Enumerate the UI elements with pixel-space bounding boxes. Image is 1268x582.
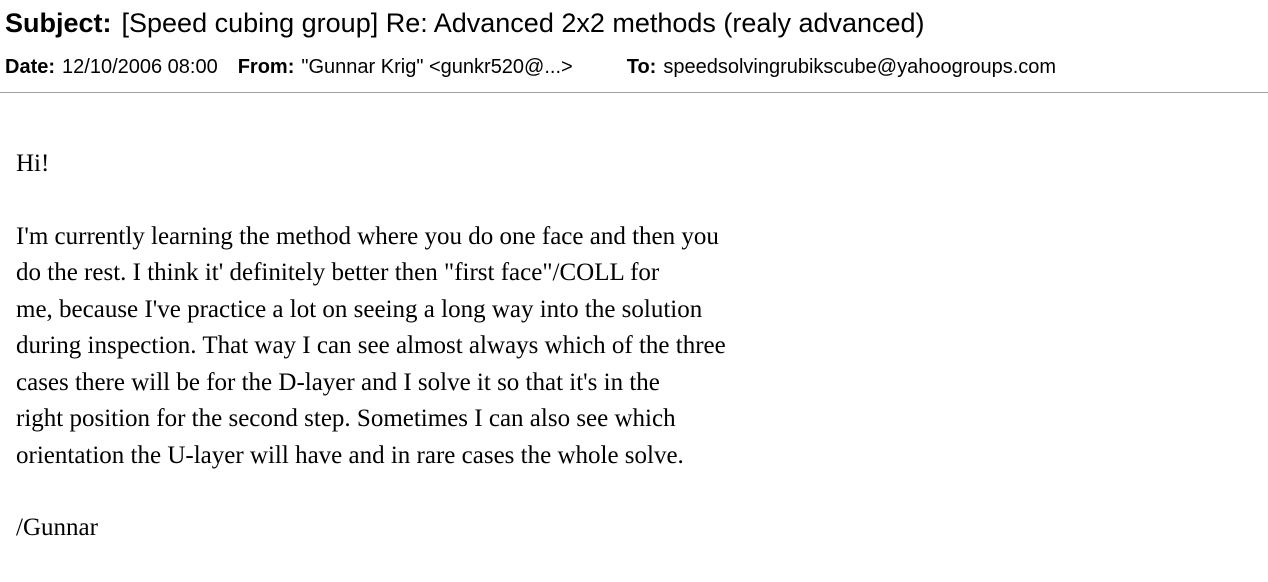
message-body [16, 146, 1246, 547]
message-header [0, 0, 1268, 93]
paragraph-gap [16, 474, 1246, 510]
subject-label: Subject: [5, 8, 112, 38]
to-value[interactable]: speedsolvingrubikscube@yahoogroups.com [663, 56, 1057, 78]
body-line: I'm currently learning the method where you do one face and then you [16, 222, 719, 250]
body-line: me, because I've practice a lot on seeing a long way into the solution [16, 295, 703, 323]
date-label: Date: [5, 56, 56, 78]
from-label: From: [237, 56, 295, 78]
signature: /Gunnar [16, 514, 98, 541]
body-line: cases there will be for the D-layer and I solve it so that it's in the [16, 368, 660, 396]
body-line: orientation the U-layer will have and in rare cases the whole solve. [16, 441, 684, 469]
subject-text: [Speed cubing group] Re: Advanced 2x2 methods (realy advanced) [121, 8, 925, 38]
subject-row [5, 6, 925, 40]
body-line: do the rest. I think it' definitely better then "first face"/COLL for [16, 259, 660, 286]
paragraph-gap [16, 183, 1246, 219]
body-line: right position for the second step. Sometimes I can also see which [16, 405, 676, 432]
greeting: Hi! [16, 150, 50, 177]
from-value[interactable]: "Gunnar Krig" <gunkr520@...> [301, 56, 573, 78]
date-value: 12/10/2006 08:00 [62, 56, 218, 78]
to-label: To: [626, 56, 657, 78]
meta-row [5, 52, 1056, 82]
body-line: during inspection. That way I can see almost always which of the three [16, 332, 726, 359]
